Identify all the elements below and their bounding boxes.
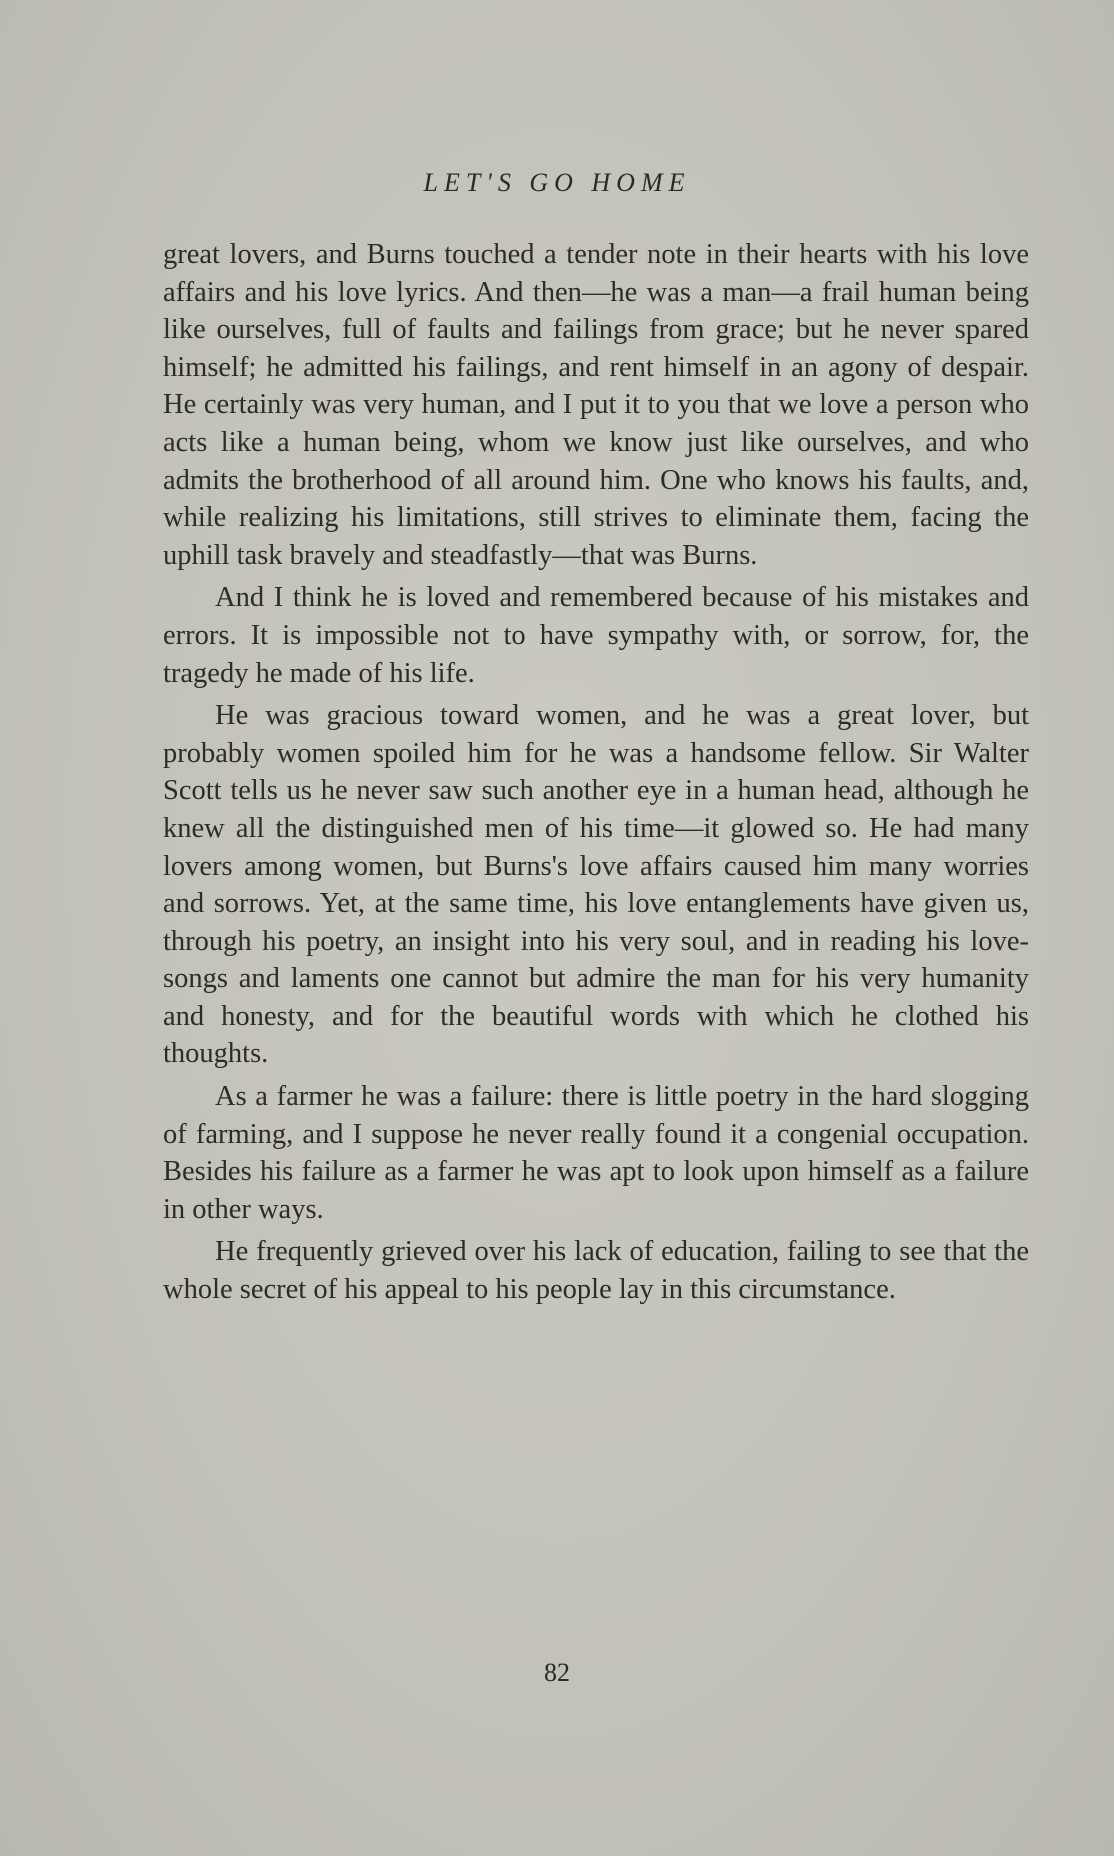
running-head: LET'S GO HOME (423, 168, 691, 197)
paragraph: As a farmer he was a failure: there is little poetry in the hard slogging of farming, and I suppose he never really found it a congenial occupation. Besides his failure as a farmer he was apt to look upon himself as a failure in other ways. (163, 1081, 1029, 1225)
paragraph: He frequently grieved over his lack of education, failing to see that the whole secret of his appeal to his people lay in this circumstance. (163, 1236, 1029, 1306)
body-text (163, 236, 1029, 1309)
paragraph-continued: great lovers, and Burns touched a tender note in their hearts with his love affairs and his love lyrics. And then—he was a man—a frail human being like ourselves, full of faults and failings from grace; but he never spared himself; he admitted his failings, and rent himself in an agony of despair. He certainly was very human, and I put it to you that we love a person who acts like a human being, whom we know just like ourselves, and who admits the brotherhood of all around him. One who knows his faults, and, while realizing his limitations, still strives to eliminate them, facing the uphill task bravely and steadfastly—that was Burns. (163, 239, 1029, 571)
page-number: 82 (544, 1658, 570, 1687)
paragraph: And I think he is loved and remembered because of his mistakes and errors. It is impossible not to have sympathy with, or sorrow, for, the tragedy he made of his life. (163, 582, 1029, 689)
paragraph: He was gracious toward women, and he was a great lover, but probably women spoiled him for he was a handsome fellow. Sir Walter Scott tells us he never saw such another eye in a human head, although he knew all the distinguished men of his time—it glowed so. He had many lovers among women, but Burns's love affairs caused him many worries and sorrows. Yet, at the same time, his love entanglements have given us, through his poetry, an insight into his very soul, and in reading his love-songs and laments one cannot but admire the man for his very humanity and honesty, and for the beautiful words with which he clothed his thoughts. (163, 700, 1029, 1070)
